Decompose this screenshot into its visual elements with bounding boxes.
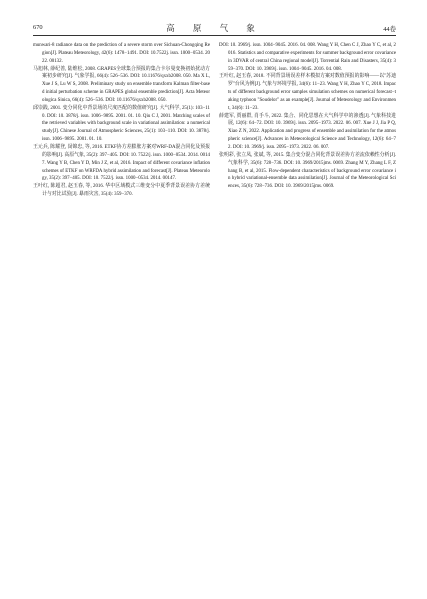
left-column: [33, 42, 210, 199]
reference-item: 王叶红, 陈超君, 赵玉春, 等, 2016. 华中区域模式三维变分中夏季背景误差协方差统计与对比试验[J]. 暴雨灾害, 35(4): 359−370.: [33, 184, 210, 198]
journal-title: 高 原 气 象: [166, 23, 263, 33]
volume-label: 44卷: [383, 26, 396, 33]
right-column: [219, 42, 396, 191]
reference-item: 邱崇践, 2001. 变分同化中背景场的尺度匹配的数值研究[J]. 大气科学, 25(1): 103−110. DOI: 10. 3878/j. issn. 1006−9895. 2001. 01. 10. Qiu C J, 2001. Matching scales of the retrieved variables with background scale in variational assimilation: a numerical study[J]. Chinese Journal of Atmospheric Sciences, 25(1): 103−110. DOI: 10. 3878/j. issn. 1006−9895. 2001. 01. 10.: [33, 105, 210, 143]
page-header: [33, 22, 396, 36]
reference-item: 张明彩, 张立凤, 张斌, 等, 2015. 集合变分混合同化背景误差协方差流依赖性分析[J]. 气象科学, 35(6): 728−736. DOI: 10. 3969/2015jms. 0069. Zhang M Y, Zhang L F, Zhang B, et al, 2015. Flow-dependent characteristics of background error covariance in hybrid variational-ensemble data assimilation[J]. Journal of the Meteorological Sciences, 35(6): 728−736. DOI: 10. 3969/2015jms. 0069.: [219, 152, 396, 190]
reference-item: 薛建军, 贾丽群, 肖手斗, 2022. 集合、同化思想在大气科学中的渗透[J]. 气象科技进展, 12(6): 64−72. DOI: 10. 3969/j. issn. 2095−1973. 2022. 06. 007. Xue J J, Jia P Q, Xiao Z N, 2022. Application and progress of ensemble and assimilation for the atmospheric science[J]. Advances in Meteorological Science and Technology, 12(6): 64−72. DOI: 10. 3969/j. issn. 2095−1973. 2022. 06. 007.: [219, 113, 396, 150]
reference-item: DOI: 10. 3969/j. issn. 1004−9045. 2016. 04. 008. Wang Y H, Chen C J, Zhao Y C, et al, 2016. Statistics and comparative experiments for summer background error covariance in 3DVAR of central China regional model[J]. Torrential Rain and Disasters, 35(4): 359−370. DOI: 10. 3969/j. issn. 1004−9045. 2016. 04. 008.: [219, 43, 396, 72]
page-number: 670: [33, 24, 43, 31]
header-rule: [33, 35, 396, 36]
reference-item: munwari-8 radiance data on the prediction of a severe storm over Sichuan-Chongqing Region[J]. Plateau Meteorology, 42(6): 1478−1491. DOI: 10.7522j. issn. 1000−0534. 2022. 00132.: [33, 43, 210, 64]
reference-item: 王叶红, 赵玉春, 2018. 不同背景场误差样本模拟方案对数值预报的影响——以"苏迪罗"台风为例[J]. 气象与环境学报, 34(6): 11−23. Wang Y H, Zhao Y C, 2018. Impacts of different background error samples simulation schemes on numerical forecast−taking typhoon "Soudelor" as an example[J]. Journal of Meteorology and Environment, 34(6): 11−23.: [219, 74, 396, 111]
reference-item: 王元兵, 陈耀登, 闵锦忠, 等, 2016. ETKF协方差膨胀方案对WRF-DA混合同化及预报的影响[J]. 高原气象, 35(2): 397−405. DOI: 10. 7522/j. issn. 1000−0534. 2014. 00147. Wang Y B, Chen Y D, Min J Z, et al, 2016. Impact of different covariance inflation schemes of ETKF on WRFDA hybrid assimilation and forecast[J]. Plateau Meteorology, 35(2): 397−405. DOI: 10. 7522/j. issn. 1000−0534. 2014. 00147.: [33, 144, 210, 182]
reference-item: 马旭林, 薛纪善, 陆维松, 2008. GRAPES全球集合预报的集合卡尔曼变换初始扰动方案初步研究[J]. 气象学报, 66(4): 526−536. DOI: 10.11676/qxxb2008. 050. Ma X L, Xue J S, Lu W S, 2008. Preliminary study on ensemble transform Kalman filter-based initial perturbation scheme in GRAPES global ensemble prediction[J]. Acta Meteorologica Sinica, 66(4): 526−536. DOI: 10.11676/qxxb2008. 050.: [33, 66, 210, 103]
